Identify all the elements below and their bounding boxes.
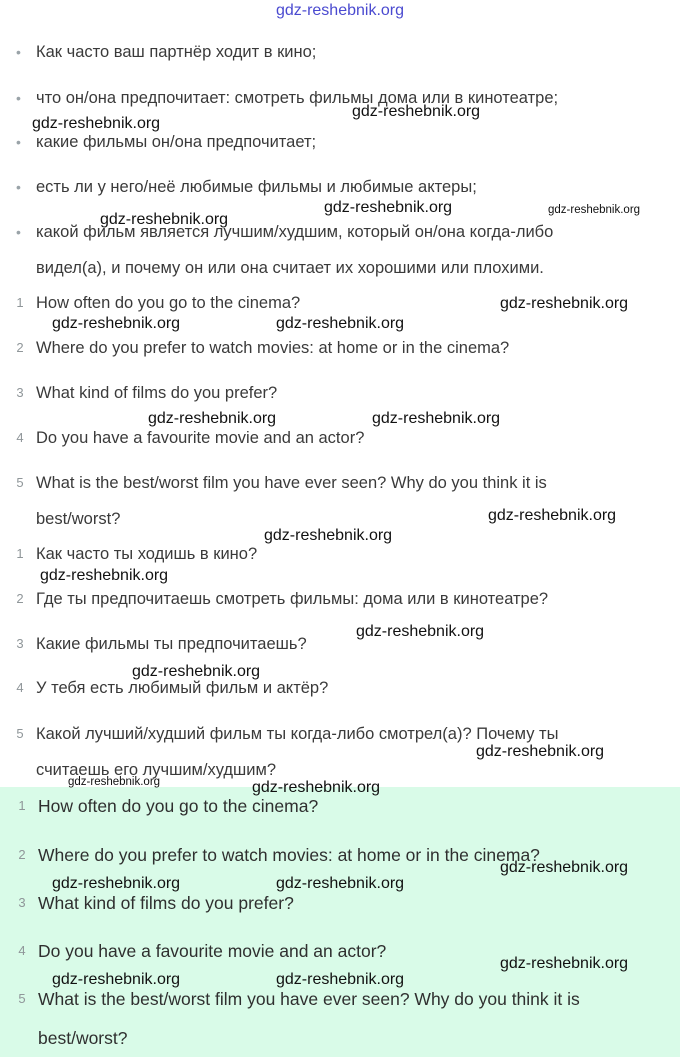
header-watermark: gdz-reshebnik.org (275, 2, 405, 19)
watermark-text: gdz-reshebnik.org (548, 204, 641, 216)
question-number: 1 (16, 295, 24, 310)
watermark-text: gdz-reshebnik.org (100, 211, 229, 228)
watermark-text: gdz-reshebnik.org (488, 507, 617, 524)
watermark-text: gdz-reshebnik.org (52, 315, 181, 332)
question-number: 5 (18, 991, 26, 1006)
question-number: 2 (16, 591, 24, 606)
bullet-icon: • (16, 224, 21, 240)
watermark-text: gdz-reshebnik.org (52, 971, 181, 988)
question-number: 4 (16, 430, 24, 445)
question-number: 4 (16, 680, 24, 695)
question-text: У тебя есть любимый фильм и актёр? (36, 679, 329, 697)
watermark-text: gdz-reshebnik.org (476, 743, 605, 760)
list-item-text: есть ли у него/неё любимые фильмы и любимые актеры; (36, 178, 477, 196)
watermark-text: gdz-reshebnik.org (324, 199, 453, 216)
watermark-text: gdz-reshebnik.org (68, 776, 161, 788)
question-number: 3 (16, 636, 24, 651)
question-text: считаешь его лучшим/худшим? (36, 761, 277, 779)
watermark-text: gdz-reshebnik.org (252, 779, 381, 796)
question-text: best/worst? (36, 510, 121, 528)
list-item-text: какие фильмы он/она предпочитает; (36, 133, 317, 151)
question-text: Как часто ты ходишь в кино? (36, 545, 258, 563)
question-text: best/worst? (38, 1028, 128, 1048)
question-text: Какой лучший/худший фильм ты когда-либо смотрел(а)? Почему ты (36, 725, 559, 743)
question-number: 4 (18, 943, 26, 958)
bullet-icon: • (16, 179, 21, 195)
list-item-text: что он/она предпочитает: смотреть фильмы дома или в кинотеатре; (36, 89, 559, 107)
watermark-text: gdz-reshebnik.org (32, 115, 161, 132)
watermark-text: gdz-reshebnik.org (500, 295, 629, 312)
watermark-text: gdz-reshebnik.org (372, 410, 501, 427)
watermark-text: gdz-reshebnik.org (500, 859, 629, 876)
question-text: What kind of films do you prefer? (38, 893, 294, 913)
watermark-text: gdz-reshebnik.org (276, 875, 405, 892)
list-item-text: видел(а), и почему он или она считает их хорошими или плохими. (36, 259, 544, 277)
watermark-text: gdz-reshebnik.org (356, 623, 485, 640)
watermark-text: gdz-reshebnik.org (132, 663, 261, 680)
question-number: 2 (18, 847, 26, 862)
watermark-text: gdz-reshebnik.org (52, 875, 181, 892)
question-number: 3 (16, 385, 24, 400)
watermark-text: gdz-reshebnik.org (40, 567, 169, 584)
highlight-panel (0, 787, 680, 1057)
list-item-text: какой фильм является лучшим/худшим, который он/она когда-либо (36, 223, 554, 241)
question-text: What kind of films do you prefer? (36, 384, 278, 402)
watermark-text: gdz-reshebnik.org (276, 315, 405, 332)
question-text: Какие фильмы ты предпочитаешь? (36, 635, 307, 653)
watermark-text: gdz-reshebnik.org (500, 955, 629, 972)
question-number: 5 (16, 726, 24, 741)
question-text: Где ты предпочитаешь смотреть фильмы: дома или в кинотеатре? (36, 590, 549, 608)
question-text: Where do you prefer to watch movies: at home or in the cinema? (36, 339, 510, 357)
list-item-text: Как часто ваш партнёр ходит в кино; (36, 43, 317, 61)
watermark-text: gdz-reshebnik.org (148, 410, 277, 427)
question-number: 1 (16, 546, 24, 561)
bullet-icon: • (16, 134, 21, 150)
question-number: 5 (16, 475, 24, 490)
question-text: How often do you go to the cinema? (38, 796, 319, 816)
question-number: 1 (18, 798, 26, 813)
question-number: 2 (16, 340, 24, 355)
question-text: How often do you go to the cinema? (36, 294, 301, 312)
bullet-icon: • (16, 90, 21, 106)
watermark-text: gdz-reshebnik.org (276, 971, 405, 988)
question-text: Do you have a favourite movie and an actor? (36, 429, 365, 447)
bullet-icon: • (16, 44, 21, 60)
question-number: 3 (18, 895, 26, 910)
question-text: What is the best/worst film you have ever seen? Why do you think it is (36, 474, 547, 492)
watermark-text: gdz-reshebnik.org (264, 527, 393, 544)
question-text: What is the best/worst film you have ever seen? Why do you think it is (38, 989, 580, 1009)
question-text: Do you have a favourite movie and an actor? (38, 941, 387, 961)
watermark-text: gdz-reshebnik.org (352, 103, 481, 120)
question-text: Where do you prefer to watch movies: at home or in the cinema? (38, 845, 540, 865)
